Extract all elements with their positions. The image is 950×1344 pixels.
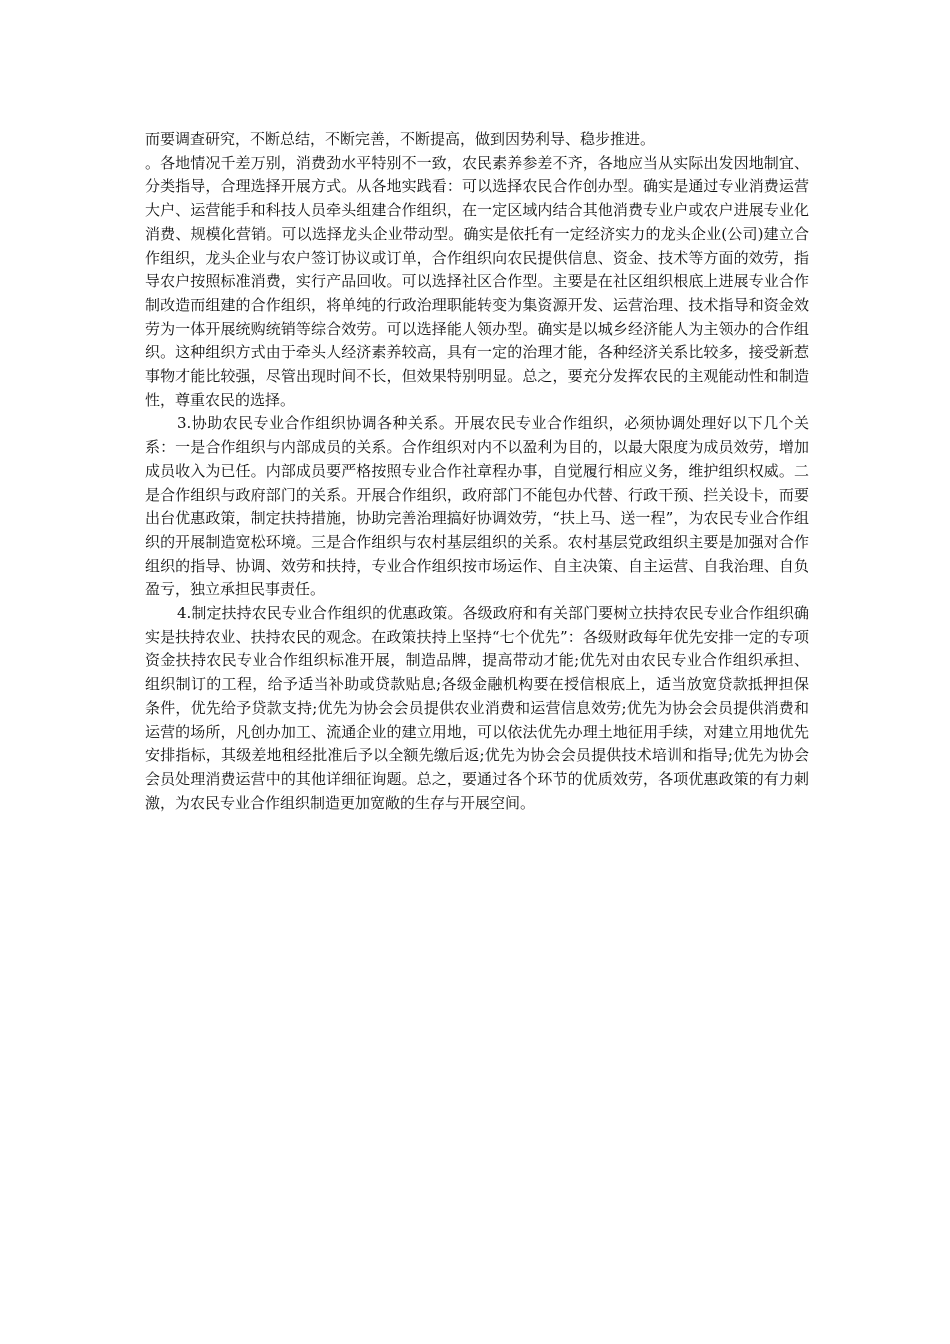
document-body [145, 128, 809, 815]
paragraph-development-modes: 。各地情况千差万别，消费劲水平特别不一致，农民素养参差不齐，各地应当从实际出发因地制宜、分类指导，合理选择开展方式。从各地实践看：可以选择农民合作创办型。确实是通过专业消费运营大户、运营能手和科技人员牵头组建合作组织，在一定区域内结合其他消费专业户或农户进展专业化消费、规模化营销。可以选择龙头企业带动型。确实是依托有一定经济实力的龙头企业(公司)建立合作组织，龙头企业与农户签订协议或订单，合作组织向农民提供信息、资金、技术等方面的效劳，指导农户按照标准消费，实行产品回收。可以选择社区合作型。主要是在社区组织根底上进展专业合作制改造而组建的合作组织，将单纯的行政治理职能转变为集资源开发、运营治理、技术指导和资金效劳为一体开展统购统销等综合效劳。可以选择能人领办型。确实是以城乡经济能人为主领办的合作组织。这种组织方式由于牵头人经济素养较高，具有一定的治理才能，各种经济关系比较多，接受新惹事物才能比较强，尽管出现时间不长，但效果特别明显。总之，要充分发挥农民的主观能动性和制造性，尊重农民的选择。 [145, 153, 809, 409]
paragraph-coordinate-relations: 3.协助农民专业合作组织协调各种关系。开展农民专业合作组织，必须协调处理好以下几个关系：一是合作组织与内部成员的关系。合作组织对内不以盈利为目的，以最大限度为成员效劳，增加成员收入为已任。内部成员要严格按照专业合作社章程办事，自觉履行相应义务，维护组织权威。二是合作组织与政府部门的关系。开展合作组织，政府部门不能包办代替、行政干预、拦关设卡，而要出台优惠政策，制定扶持措施，协助完善治理搞好协调效劳，“扶上马、送一程”，为农民专业合作组织的开展制造宽松环境。三是合作组织与农村基层组织的关系。农村基层党政组织主要是加强对合作组织的指导、协调、效劳和扶持，专业合作组织按市场运作、自主决策、自主运营、自我治理、自负盈亏，独立承担民事责任。 [145, 414, 809, 599]
paragraph-preferential-policies: 4.制定扶持农民专业合作组织的优惠政策。各级政府和有关部门要树立扶持农民专业合作组织确实是扶持农业、扶持农民的观念。在政策扶持上坚持“七个优先”：各级财政每年优先安排一定的专项资金扶持农民专业合作组织标准开展，制造品牌，提高带动才能;优先对由农民专业合作组织承担、组织制订的工程，给予适当补助或贷款贴息;各级金融机构要在授信根底上，适当放宽贷款抵押担保条件，优先给予贷款支持;优先为协会会员提供农业消费和运营信息效劳;优先为协会会员提供消费和运营的场所，凡创办加工、流通企业的建立用地，可以依法优先办理土地征用手续，对建立用地优先安排指标，其级差地租经批准后予以全额先缴后返;优先为协会会员提供技术培训和指导;优先为协会会员处理消费运营中的其他详细征询题。总之，要通过各个环节的优质效劳，各项优惠政策的有力刺激，为农民专业合作组织制造更加宽敞的生存与开展空间。 [145, 604, 809, 812]
paragraph-intro-continuation: 而要调查研究，不断总结，不断完善，不断提高，做到因势利导、稳步推进。 [145, 130, 656, 148]
